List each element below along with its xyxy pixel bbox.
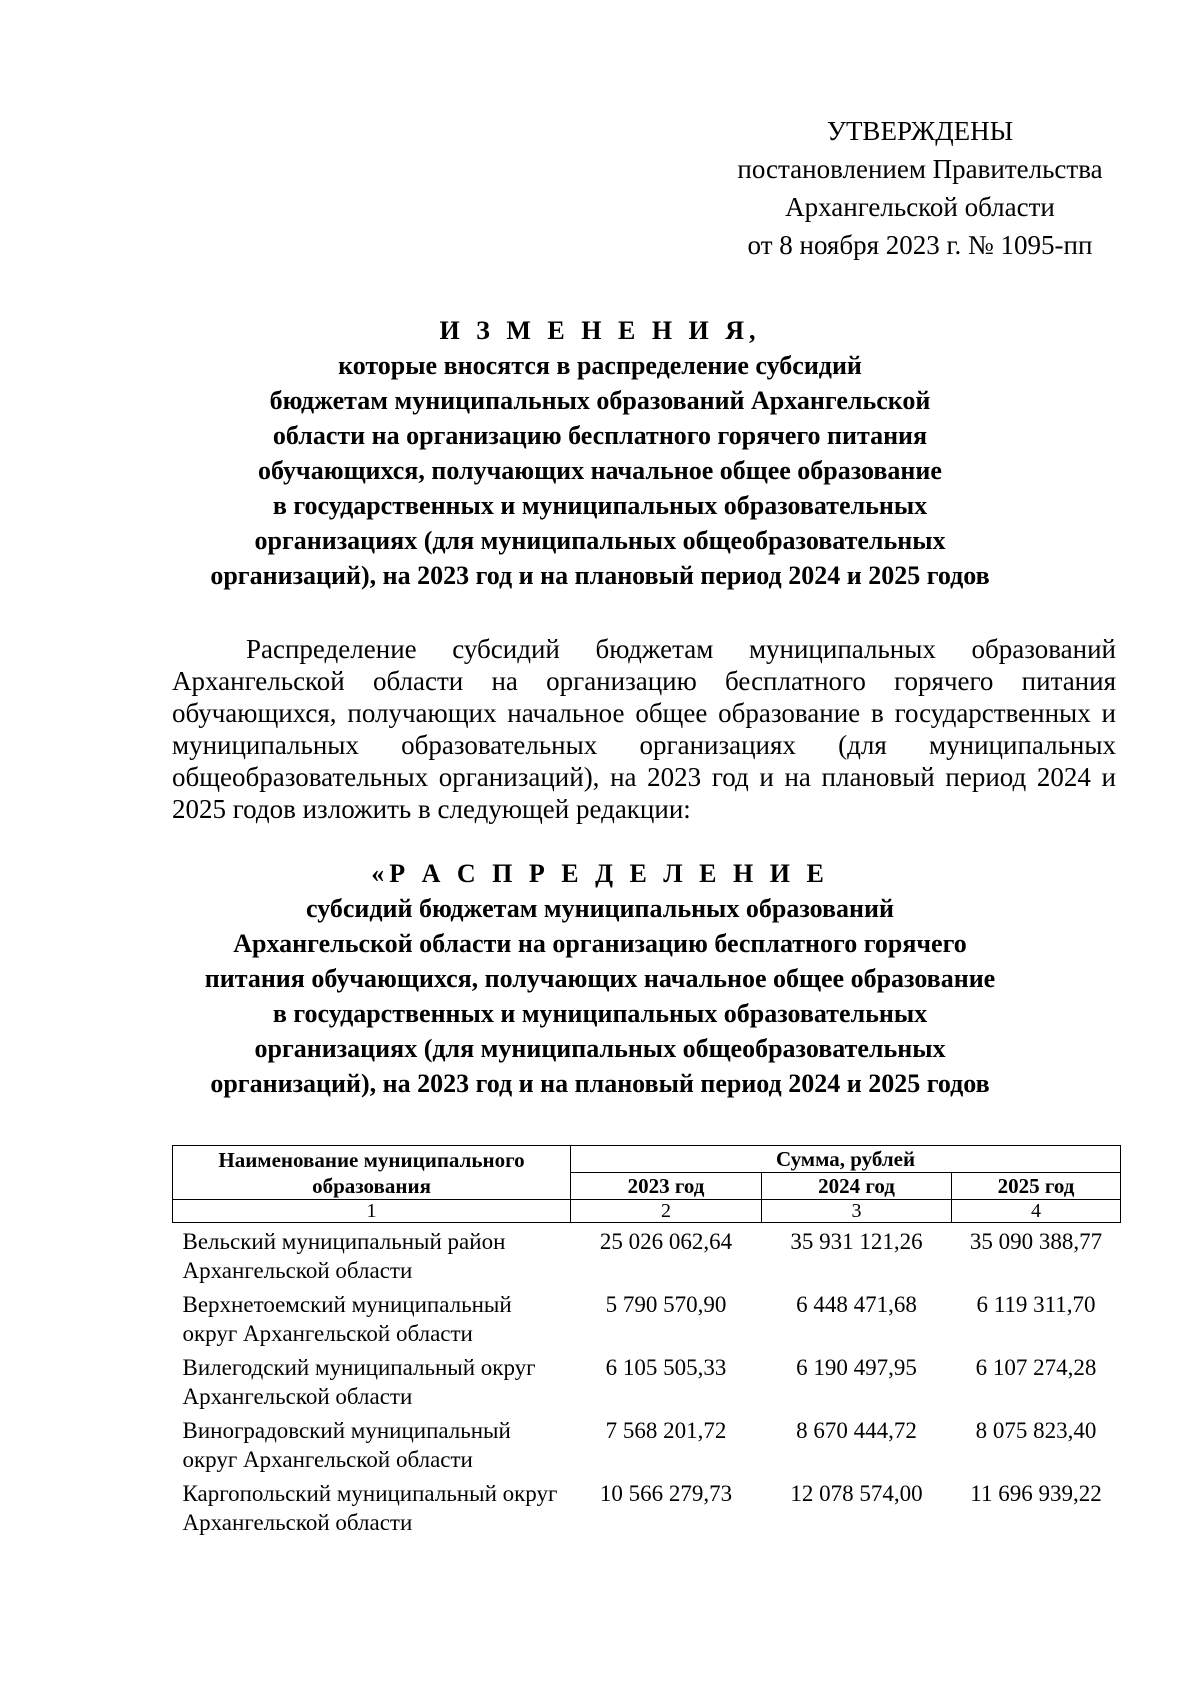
municipality-name: Каргопольский муниципальный округ Архангельской области — [182, 1481, 558, 1535]
body-paragraph: Распределение субсидий бюджетам муниципальных образований Архангельской области на организацию бесплатного горячего питания обучающихся, получающих начальное общее образование в государственных и муниципальных образовательных организациях (для муниципальных общеобразовательных организаций), на 2023 год и на плановый период 2024 и 2025 годов изложить в следующей редакции: — [172, 634, 1116, 824]
municipality-name: Вилегодский муниципальный округ Архангельской области — [182, 1355, 536, 1409]
amount-2024: 8 670 444,72 — [796, 1418, 917, 1443]
distribution-title-line: Архангельской области на организацию бесплатного горячего — [233, 929, 967, 958]
header-sum-rubles: Сумма, рублей — [571, 1146, 1121, 1173]
amount-2024: 6 448 471,68 — [796, 1292, 917, 1317]
distribution-title-line: субсидий бюджетам муниципальных образований — [306, 894, 894, 923]
amount-2023: 6 105 505,33 — [605, 1355, 727, 1380]
changes-heading: И З М Е Н Е Н И Я, — [439, 316, 761, 345]
changes-title-line: бюджетам муниципальных образований Архангельской — [269, 386, 931, 415]
approval-stamp — [720, 112, 1120, 264]
distribution-title-line: организаций), на 2023 год и на плановый период 2024 и 2025 годов — [210, 1069, 990, 1098]
column-number: 3 — [762, 1200, 952, 1223]
changes-title-line: обучающихся, получающих начальное общее образование — [258, 456, 942, 485]
distribution-heading: «Р А С П Р Е Д Е Л Е Н И Е — [371, 859, 829, 888]
table-row — [173, 1349, 1121, 1412]
approval-line-region: Архангельской области — [785, 192, 1055, 222]
approval-line-resolution: постановлением Правительства — [737, 154, 1103, 184]
changes-title-line: организациях (для муниципальных общеобразовательных — [254, 526, 946, 555]
distribution-table — [172, 1145, 1121, 1538]
changes-title-line: области на организацию бесплатного горячего питания — [272, 421, 928, 450]
header-year-2024: 2024 год — [762, 1173, 952, 1200]
amount-2025: 11 696 939,22 — [970, 1481, 1102, 1506]
municipality-name: Виноградовский муниципальный округ Архангельской области — [182, 1418, 511, 1472]
changes-title-line: которые вносятся в распределение субсидий — [338, 351, 862, 380]
amount-2024: 35 931 121,26 — [790, 1229, 923, 1254]
amount-2024: 12 078 574,00 — [790, 1481, 923, 1506]
amount-2023: 25 026 062,64 — [599, 1229, 733, 1254]
amount-2025: 6 107 274,28 — [975, 1355, 1097, 1380]
table-header-row — [173, 1146, 1121, 1173]
distribution-title-line: питания обучающихся, получающих начальное общее образование — [204, 964, 996, 993]
distribution-title-line: в государственных и муниципальных образовательных — [272, 999, 928, 1028]
column-number: 2 — [571, 1200, 762, 1223]
changes-title-line: организаций), на 2023 год и на плановый период 2024 и 2025 годов — [210, 561, 990, 590]
column-number: 4 — [952, 1200, 1121, 1223]
approval-line-date-number: от 8 ноября 2023 г. № 1095-пп — [747, 230, 1093, 260]
header-year-2025: 2025 год — [952, 1173, 1121, 1200]
approval-line-approved: УТВЕРЖДЕНЫ — [826, 116, 1014, 146]
table-row — [173, 1286, 1121, 1349]
changes-title-line: в государственных и муниципальных образовательных — [272, 491, 928, 520]
amount-2024: 6 190 497,95 — [796, 1355, 917, 1380]
amount-2025: 6 119 311,70 — [976, 1292, 1096, 1317]
municipality-name: Верхнетоемский муниципальный округ Архангельской области — [182, 1292, 512, 1346]
column-number: 1 — [173, 1200, 571, 1223]
table-row — [173, 1223, 1121, 1287]
table-row — [173, 1412, 1121, 1475]
distribution-title — [140, 856, 1060, 1101]
changes-title — [140, 313, 1060, 593]
header-municipality-name: Наименование муниципального образования — [173, 1146, 571, 1200]
amount-2023: 10 566 279,73 — [599, 1481, 733, 1506]
amount-2023: 7 568 201,72 — [605, 1418, 727, 1443]
table-row — [173, 1475, 1121, 1538]
distribution-title-line: организациях (для муниципальных общеобразовательных — [254, 1034, 946, 1063]
amount-2023: 5 790 570,90 — [605, 1292, 727, 1317]
header-year-2023: 2023 год — [571, 1173, 762, 1200]
table-column-numbers-row — [173, 1200, 1121, 1223]
distribution-table-wrapper — [172, 1145, 1120, 1538]
municipality-name: Вельский муниципальный район Архангельской области — [182, 1229, 506, 1283]
amount-2025: 35 090 388,77 — [969, 1229, 1103, 1254]
amount-2025: 8 075 823,40 — [975, 1418, 1097, 1443]
